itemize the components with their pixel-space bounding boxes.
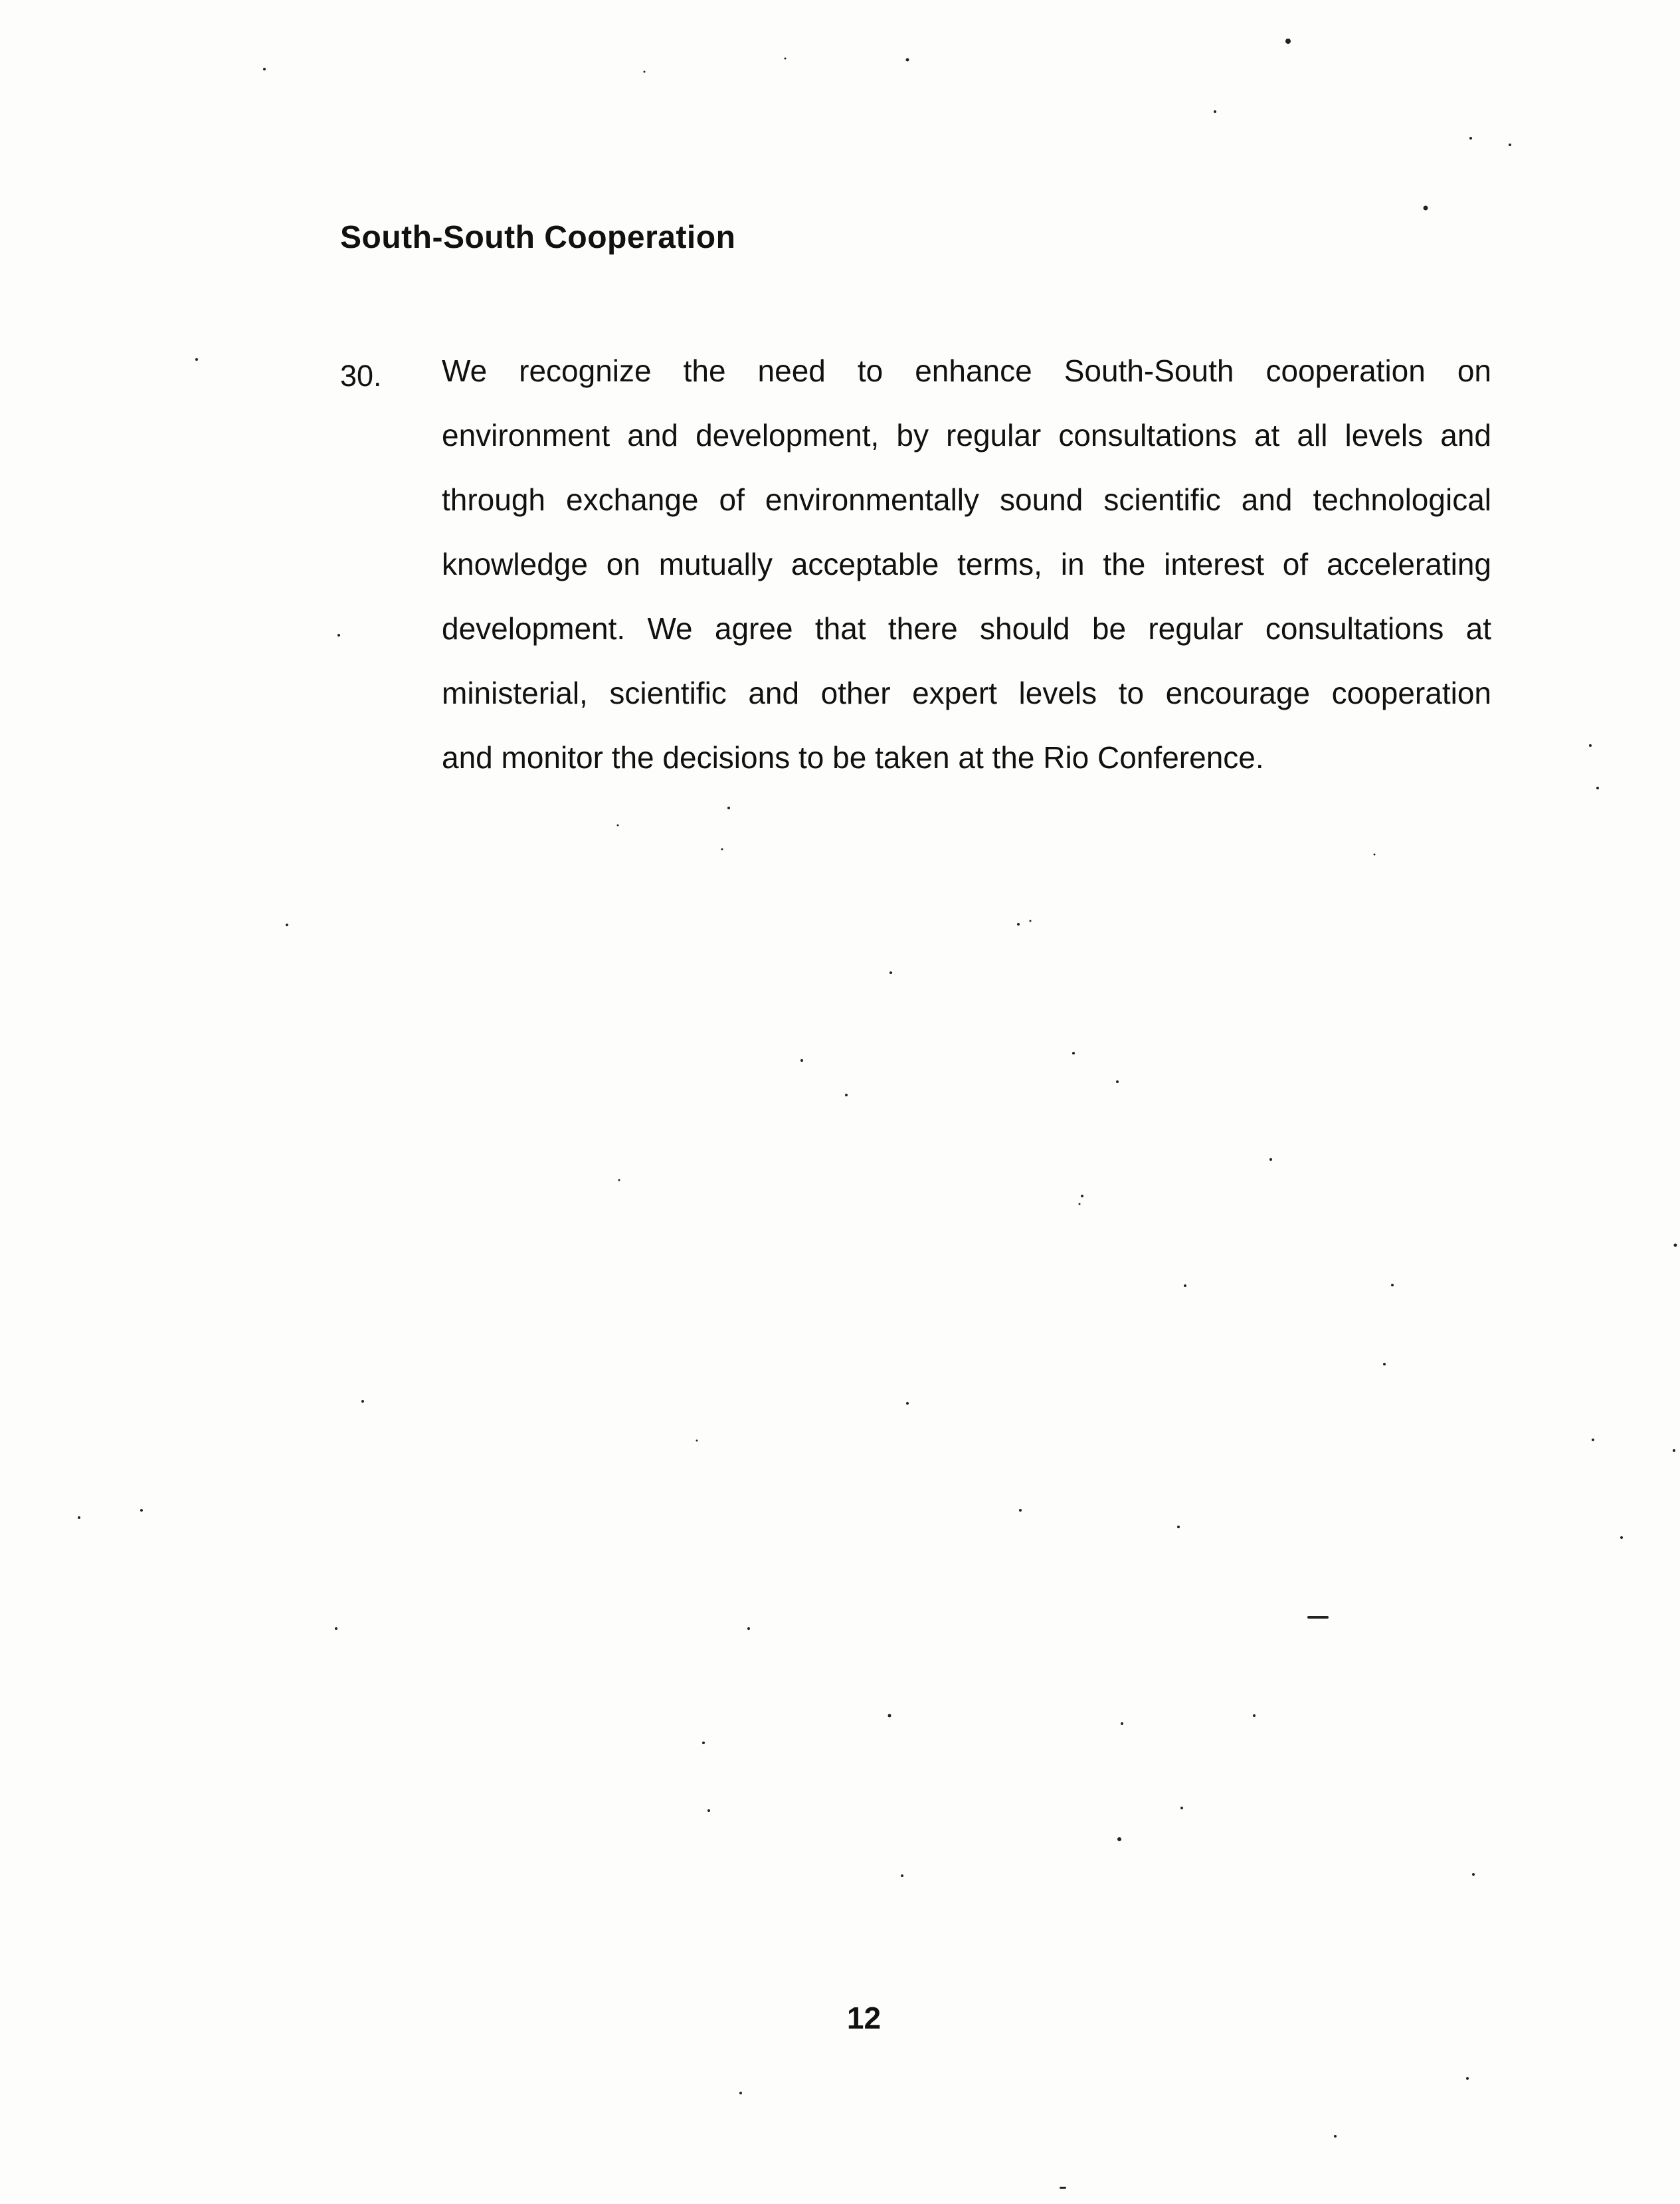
- paragraph-line: development. We agree that there should be regular consultations at: [442, 611, 1491, 646]
- paragraph-line: and monitor the decisions to be taken at the Rio Conference.: [442, 740, 1264, 775]
- paragraph-line: through exchange of environmentally sound scientific and technological: [442, 482, 1491, 517]
- page-number: 12: [846, 2001, 882, 2035]
- paragraph-line: environment and development, by regular consultations at all levels and: [442, 418, 1491, 452]
- paragraph-body: [442, 339, 1491, 790]
- paragraph-number: 30.: [340, 359, 382, 393]
- paragraph-line: ministerial, scientific and other expert levels to encourage cooperation: [442, 676, 1491, 710]
- section-heading: South-South Cooperation: [340, 220, 736, 255]
- paragraph-line: We recognize the need to enhance South-South cooperation on: [442, 353, 1491, 388]
- paragraph-line: knowledge on mutually acceptable terms, in the interest of accelerating: [442, 547, 1491, 581]
